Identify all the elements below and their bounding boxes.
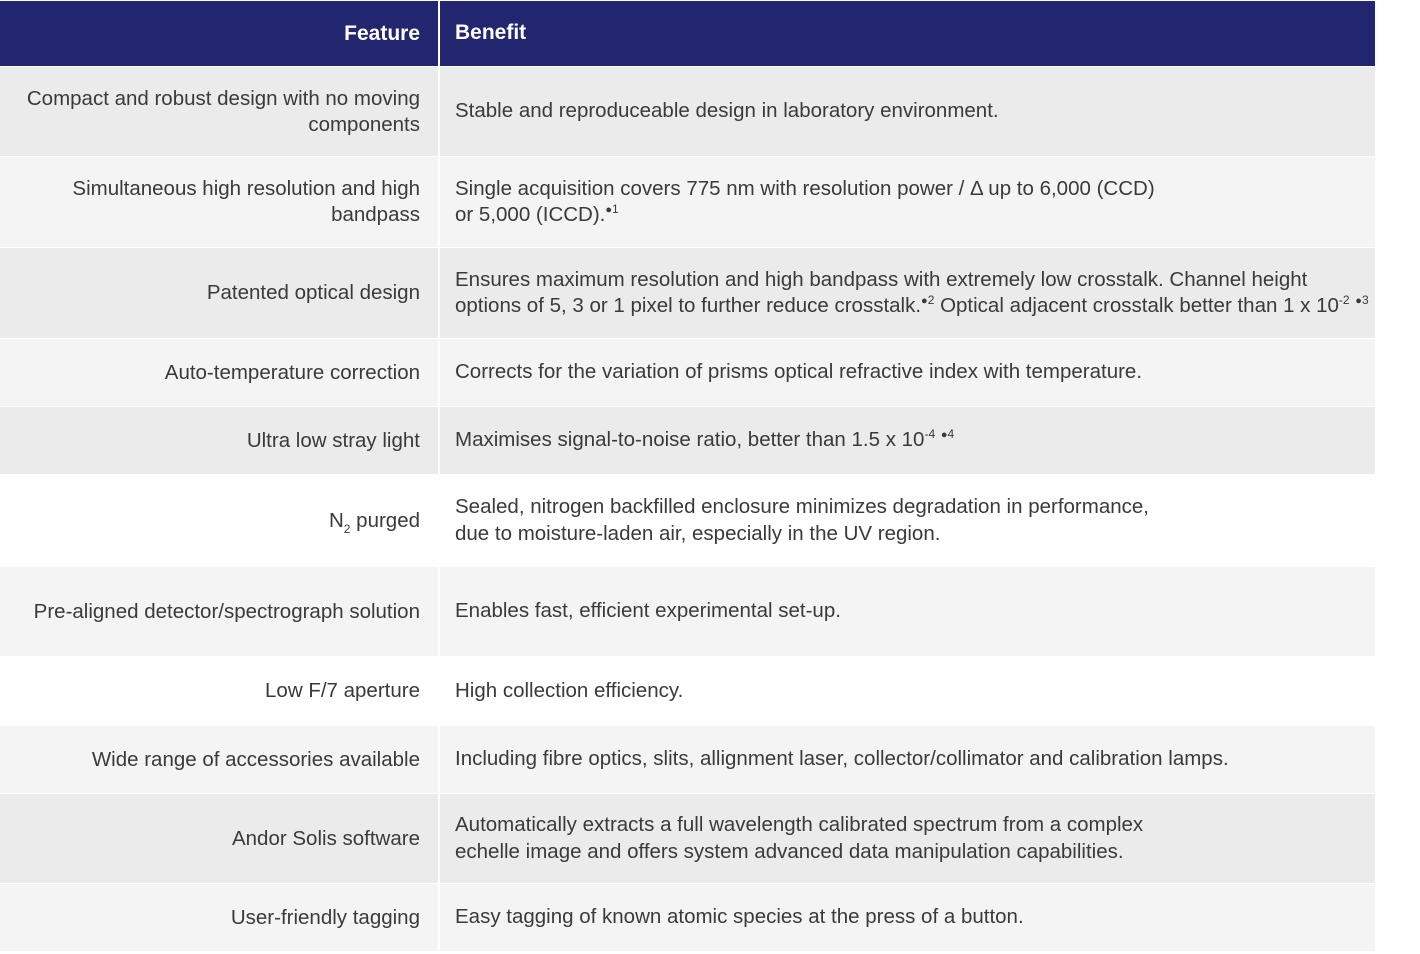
benefit-text: Enables fast, efficient experimental set-up. <box>455 599 841 623</box>
benefit-part: Maximises signal-to-noise ratio, better than 1.5 x 10 <box>455 428 925 452</box>
footnote-ref <box>941 427 954 441</box>
benefit-line: echelle image and offers system advanced data manipulation capabilities. <box>455 839 1124 863</box>
benefit-cell <box>440 67 1375 156</box>
feature-text: Andor Solis software <box>231 826 420 850</box>
feature-text: Low F/7 aperture <box>265 679 420 702</box>
feature-text: Simultaneous high resolution and high bandpass <box>72 177 420 226</box>
footnote-dot-icon: ● <box>921 295 928 307</box>
footnote-dot-icon: ● <box>605 204 613 216</box>
features-benefits-table <box>0 1 1375 952</box>
table-row <box>0 657 1375 726</box>
footnote-number: 2 <box>927 293 935 307</box>
footnote-ref <box>921 293 934 307</box>
footnote-number: 1 <box>612 202 619 216</box>
benefit-line: Sealed, nitrogen backfilled enclosure minimizes degradation in performance, <box>455 495 1149 518</box>
footnote-number: 4 <box>947 427 955 442</box>
benefit-text <box>455 494 1149 547</box>
feature-text: Ultra low stray light <box>246 428 420 452</box>
feature-text: $N_2$ purged <box>328 508 420 536</box>
benefit-text <box>455 267 1369 320</box>
benefit-text <box>455 427 954 454</box>
table-row <box>0 567 1375 657</box>
benefit-column-header: Benefit <box>455 21 527 45</box>
feature-cell <box>0 657 440 725</box>
table-row <box>0 67 1375 157</box>
benefit-cell <box>440 567 1375 656</box>
feature-cell <box>0 794 440 883</box>
table-row <box>0 157 1375 248</box>
benefit-text: Corrects for the variation of prisms optical refractive index with temperature. <box>455 360 1143 384</box>
footnote-ref <box>605 202 618 216</box>
feature-cell <box>0 339 440 406</box>
footnote-dot-icon: ● <box>1355 295 1362 307</box>
benefit-cell <box>440 157 1375 247</box>
feature-cell <box>0 884 440 951</box>
subscript: 2 <box>343 521 351 536</box>
feature-cell <box>0 67 440 156</box>
benefit-cell <box>440 657 1375 725</box>
benefit-part: Ensures maximum resolution and high bandpass with extremely low crosstalk. Channel height options of 5, 3 or 1 pixel to further reduce crosstalk. <box>455 267 1308 317</box>
benefit-cell <box>440 248 1375 338</box>
benefit-text: High collection efficiency. <box>455 678 684 702</box>
table-row <box>0 794 1375 884</box>
table-row <box>0 726 1375 794</box>
table-header <box>0 1 1375 67</box>
feature-cell <box>0 567 440 656</box>
benefit-line: or 5,000 (ICCD). <box>455 203 606 226</box>
feature-text: Compact and robust design with no moving components <box>26 86 420 136</box>
table-row <box>0 884 1375 952</box>
feature-text: Auto-temperature correction <box>164 360 420 384</box>
benefit-line: due to moisture-laden air, especially in the UV region. <box>455 521 941 545</box>
feature-cell <box>0 475 440 566</box>
benefit-line: Automatically extracts a full wavelength calibrated spectrum from a complex <box>455 813 1144 836</box>
table-row <box>0 475 1375 567</box>
feature-text: Wide range of accessories available <box>91 747 420 771</box>
benefit-cell <box>440 407 1375 474</box>
benefit-text: Stable and reproduceable design in laboratory environment. <box>455 99 999 123</box>
benefit-text <box>455 176 1155 229</box>
benefit-cell <box>440 475 1375 566</box>
benefit-cell <box>440 726 1375 793</box>
benefit-cell <box>440 884 1375 951</box>
table-row <box>0 248 1375 339</box>
benefit-text <box>455 812 1143 865</box>
table-row <box>0 339 1375 407</box>
benefit-cell <box>440 339 1375 406</box>
exponent: -4 <box>924 427 936 442</box>
feature-cell <box>0 248 440 338</box>
feature-text: Pre-aligned detector/spectrograph solution <box>33 599 420 623</box>
benefit-cell <box>440 794 1375 883</box>
benefit-text: Easy tagging of known atomic species at the press of a button. <box>455 905 1024 929</box>
feature-cell <box>0 157 440 247</box>
feature-column-header: Feature <box>0 1 440 66</box>
feature-text: User-friendly tagging <box>230 905 420 929</box>
feature-cell <box>0 407 440 474</box>
feature-text: Patented optical design <box>206 281 420 304</box>
footnote-number: 3 <box>1361 293 1369 307</box>
footnote-dot-icon: ● <box>940 429 948 442</box>
benefit-line: Single acquisition covers 775 nm with resolution power / Δ up to 6,000 (CCD) <box>455 176 1155 200</box>
footnote-ref <box>1355 293 1368 307</box>
benefit-text: Including fibre optics, slits, allignment laser, collector/collimator and calibration lamps. <box>455 747 1229 771</box>
benefit-part: Optical adjacent crosstalk better than 1 x 10 <box>934 294 1339 317</box>
feature-cell <box>0 726 440 793</box>
exponent: -2 <box>1338 293 1350 307</box>
table-row <box>0 407 1375 475</box>
